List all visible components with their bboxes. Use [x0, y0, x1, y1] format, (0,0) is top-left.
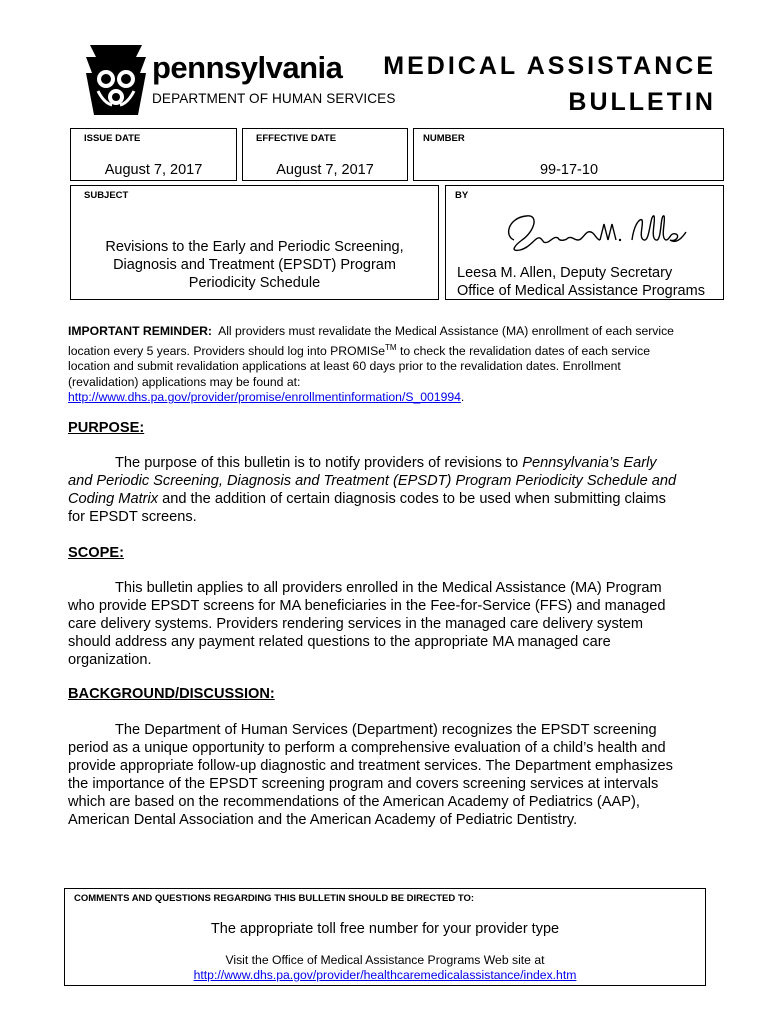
bulletin-title-line1: MEDICAL ASSISTANCE [383, 52, 716, 80]
background-line2: period as a unique opportunity to perform a comprehensive evaluation of a child’s health and [68, 740, 666, 756]
effective-date-value: August 7, 2017 [276, 162, 374, 178]
org-department: DEPARTMENT OF HUMAN SERVICES [152, 91, 396, 106]
background-line3: provide appropriate follow-up diagnostic and treatment services. The Department emphasizes [68, 758, 673, 774]
purpose-italic1: Pennsylvania’s Early [522, 455, 657, 471]
reminder-line4: (revalidation) applications may be found at: [68, 374, 301, 389]
background-paragraph [68, 721, 708, 829]
background-line1: The Department of Human Services (Department) recognizes the EPSDT screening [115, 722, 657, 738]
purpose-heading: PURPOSE: [68, 420, 145, 436]
effective-date-box [242, 128, 408, 181]
background-line4: the importance of the EPSDT screening program and covers screening services at intervals [68, 776, 659, 792]
org-name: pennsylvania [152, 50, 343, 85]
bulletin-number: 99-17-10 [539, 162, 599, 178]
purpose-italic2: and Periodic Screening, Diagnosis and Treatment (EPSDT) Program Periodicity Schedule and [68, 473, 677, 489]
subject-line2: Diagnosis and Treatment (EPSDT) Program [113, 257, 396, 273]
subject-label: SUBJECT [84, 190, 129, 201]
ma-programs-link[interactable]: http://www.dhs.pa.gov/provider/healthcaremedicalassistance/index.htm [193, 968, 577, 982]
issue-date-label: ISSUE DATE [84, 133, 141, 144]
purpose-text3: for EPSDT screens. [68, 509, 197, 525]
signature [500, 210, 690, 256]
scope-line3: care delivery systems. Providers rendering services in the managed care delivery system [68, 616, 644, 632]
by-label: BY [455, 190, 469, 201]
scope-paragraph [68, 579, 708, 669]
reminder-line1: All providers must revalidate the Medical Assistance (MA) enrollment of each service [218, 324, 674, 338]
comments-label: COMMENTS AND QUESTIONS REGARDING THIS BULLETIN SHOULD BE DIRECTED TO: [74, 893, 475, 904]
website-note: Visit the Office of Medical Assistance Programs Web site at [225, 953, 545, 967]
subject-line3: Periodicity Schedule [188, 275, 321, 291]
reminder-line2b: to check the revalidation dates of each service [396, 343, 650, 358]
signer-office: Office of Medical Assistance Programs [457, 283, 705, 299]
background-heading: BACKGROUND/DISCUSSION: [68, 686, 275, 702]
trademark: TM [385, 342, 397, 352]
reminder-period: . [460, 390, 465, 405]
purpose-text1: The purpose of this bulletin is to notify providers of revisions to [115, 455, 523, 471]
scope-line2: who provide EPSDT screens for MA beneficiaries in the Fee-for-Service (FFS) and managed [68, 598, 666, 614]
number-label: NUMBER [423, 133, 465, 144]
toll-free-note: The appropriate toll free number for your provider type [210, 921, 560, 937]
background-line5: which are based on the recommendations of the American Academy of Pediatrics (AAP), [68, 794, 640, 810]
bulletin-title-line2: BULLETIN [568, 88, 716, 116]
issue-date-value: August 7, 2017 [104, 162, 203, 178]
signer-name: Leesa M. Allen, Deputy Secretary [457, 265, 673, 281]
pa-keystone-logo [82, 43, 150, 117]
effective-date-label: EFFECTIVE DATE [256, 133, 337, 144]
purpose-text2: and the addition of certain diagnosis codes to be used when submitting claims [158, 491, 666, 507]
scope-heading: SCOPE: [68, 545, 124, 561]
background-line6: American Dental Association and the American Academy of Pediatric Dentistry. [68, 812, 578, 828]
purpose-paragraph [68, 454, 708, 526]
important-reminder [68, 324, 708, 406]
enrollment-link[interactable]: http://www.dhs.pa.gov/provider/promise/enrollmentinformation/S_001994 [68, 390, 461, 405]
by-box [445, 185, 724, 300]
subject-box [70, 185, 439, 300]
subject-line1: Revisions to the Early and Periodic Screening, [105, 239, 404, 255]
scope-line1: This bulletin applies to all providers enrolled in the Medical Assistance (MA) Program [115, 580, 662, 596]
reminder-label: IMPORTANT REMINDER: [68, 324, 212, 338]
purpose-italic3: Coding Matrix [68, 491, 159, 507]
scope-line5: organization. [68, 652, 152, 668]
reminder-line2a: location every 5 years. Providers should log into PROMISe [68, 343, 386, 358]
scope-line4: should address any payment related questions to the appropriate MA managed care [68, 634, 611, 650]
issue-date-box [70, 128, 237, 181]
comments-box [64, 888, 706, 986]
reminder-line3: location and submit revalidation applications at least 60 days prior to the revalidation dates. Enrollment [68, 359, 621, 374]
number-box [413, 128, 724, 181]
